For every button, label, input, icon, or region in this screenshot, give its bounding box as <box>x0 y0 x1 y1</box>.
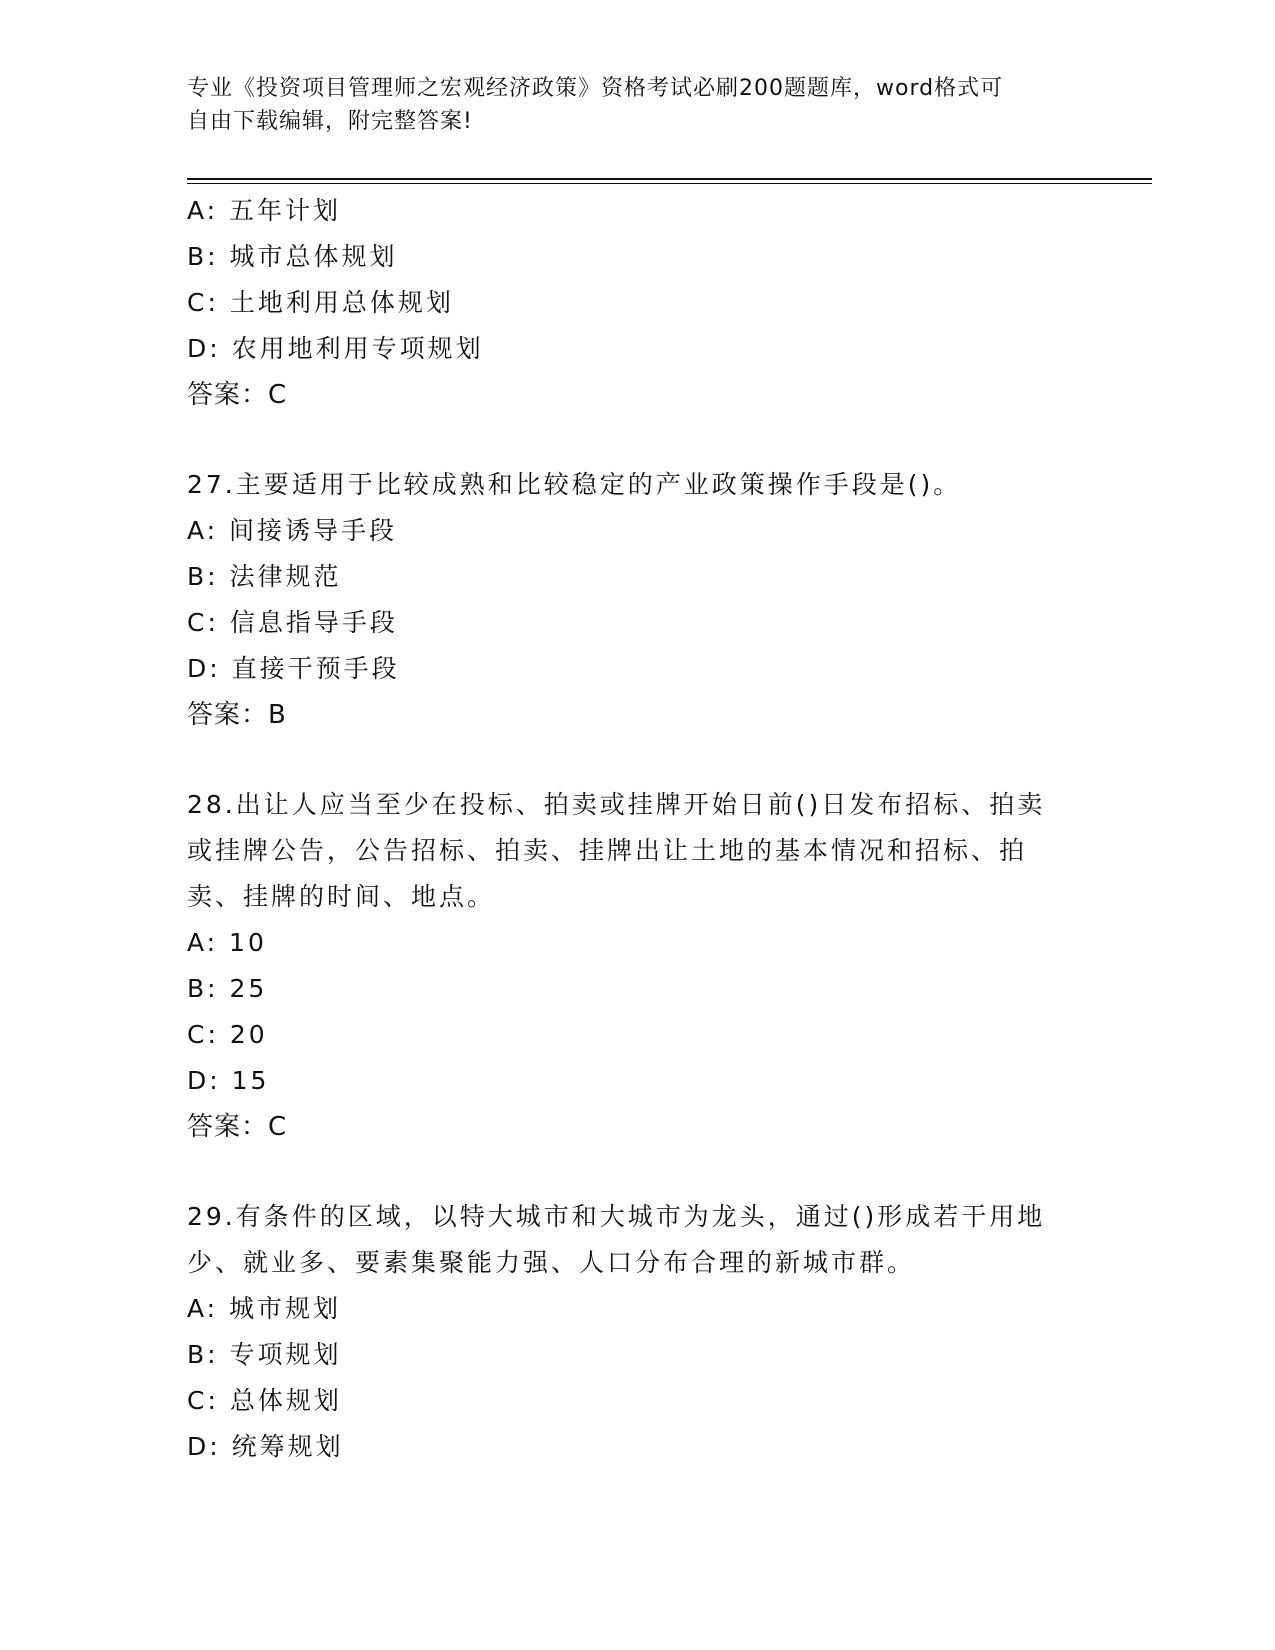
option-b: B: 专项规划 <box>187 1340 342 1369</box>
option-a: A: 10 <box>187 928 267 957</box>
option-d: D: 15 <box>187 1066 270 1095</box>
question-stem-line-1: 28.出让人应当至少在投标、拍卖或挂牌开始日前()日发布招标、拍卖 <box>187 790 1046 819</box>
option-d: D: 农用地利用专项规划 <box>187 334 484 363</box>
answer: 答案：C <box>187 380 288 410</box>
answer: 答案：C <box>187 1112 288 1142</box>
question-29 <box>187 1194 1087 1470</box>
header-line-2: 自由下载编辑，附完整答案! <box>187 109 473 134</box>
header-line-1: 专业《投资项目管理师之宏观经济政策》资格考试必刷200题题库，word格式可 <box>187 76 1004 101</box>
page-header <box>187 72 1087 138</box>
header-divider-thin <box>187 183 1152 184</box>
option-a: A: 五年计划 <box>187 196 342 225</box>
question-stem-line-2: 或挂牌公告，公告招标、拍卖、挂牌出让土地的基本情况和招标、拍 <box>187 836 1028 865</box>
answer: 答案：B <box>187 700 287 730</box>
question-27 <box>187 462 1087 738</box>
question-stem-line-2: 少、就业多、要素集聚能力强、人口分布合理的新城市群。 <box>187 1248 916 1277</box>
option-c: C: 信息指导手段 <box>187 608 398 637</box>
option-d: D: 统筹规划 <box>187 1432 344 1461</box>
question-stem: 27.主要适用于比较成熟和比较稳定的产业政策操作手段是()。 <box>187 470 962 499</box>
option-c: C: 20 <box>187 1020 268 1049</box>
question-stem-line-1: 29.有条件的区域，以特大城市和大城市为龙头，通过()形成若干用地 <box>187 1202 1046 1231</box>
option-b: B: 法律规范 <box>187 562 342 591</box>
option-d: D: 直接干预手段 <box>187 654 400 683</box>
option-b: B: 25 <box>187 974 268 1003</box>
question-list <box>187 188 1087 1470</box>
option-a: A: 间接诱导手段 <box>187 516 398 545</box>
spacer <box>187 738 1087 782</box>
spacer <box>187 1150 1087 1194</box>
option-b: B: 城市总体规划 <box>187 242 398 271</box>
option-a: A: 城市规划 <box>187 1294 342 1323</box>
question-28 <box>187 782 1087 1150</box>
question-stem-line-3: 卖、挂牌的时间、地点。 <box>187 882 496 911</box>
option-c: C: 土地利用总体规划 <box>187 288 454 317</box>
header-divider-thick <box>187 178 1152 180</box>
question-26 <box>187 188 1087 418</box>
option-c: C: 总体规划 <box>187 1386 342 1415</box>
spacer <box>187 418 1087 462</box>
